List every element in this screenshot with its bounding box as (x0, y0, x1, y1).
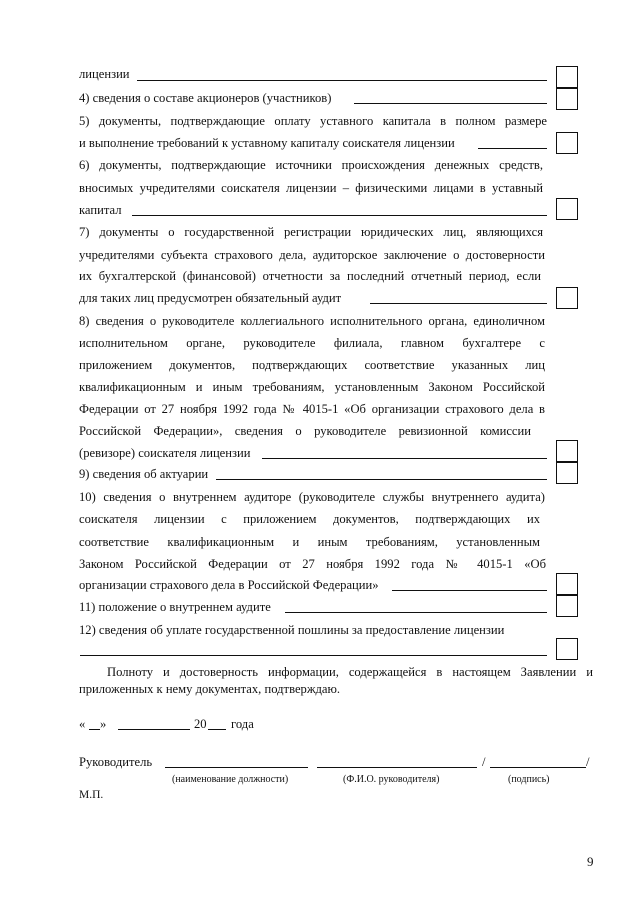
item-11-text: 11) положение о внутреннем аудите (79, 600, 271, 614)
date-open-quote: « (79, 717, 86, 731)
checkbox-item-5[interactable] (556, 132, 578, 154)
signature-label: Руководитель (79, 755, 153, 769)
seal-label: М.П. (79, 789, 104, 801)
item-8-line-5: Федерации от 27 ноября 1992 года № 4015-1 «Об организации страхового дела в (79, 402, 545, 416)
item-8-line-3: приложением документов, подтверждающих соответствие указанных лиц (79, 358, 545, 372)
item-3-tail: лицензии (79, 67, 130, 81)
item-5-line-2: и выполнение требований к уставному капиталу соискателя лицензии (79, 136, 455, 150)
item-6-line-2: вносимых учредителями соискателя лицензии – физическими лицами в уставный (79, 181, 543, 195)
item-5-field[interactable] (478, 148, 547, 149)
item-10-line-5: организации страхового дела в Российской Федерации» (79, 578, 379, 592)
item-9-field[interactable] (216, 479, 547, 480)
checkbox-item-8[interactable] (556, 440, 578, 462)
date-year-prefix: 20 (194, 717, 207, 731)
item-4-field[interactable] (354, 103, 547, 104)
caption-position: (наименование должности) (172, 774, 289, 785)
confirmation-line-1: Полноту и достоверность информации, содержащейся в настоящем Заявлении и (107, 665, 593, 679)
item-12-text: 12) сведения об уплате государственной пошлины за предоставление лицензии (79, 623, 505, 637)
item-5-line-1: 5) документы, подтверждающие оплату уставного капитала в полном размере (79, 114, 547, 128)
item-7-line-3: их бухгалтерской (финансовой) отчетности за последний отчетный период, если (79, 269, 541, 283)
item-7-line-4: для таких лиц предусмотрен обязательный аудит (79, 291, 342, 305)
checkbox-item-9[interactable] (556, 462, 578, 484)
item-7-line-2: учредителями субъекта страхового дела, аудиторское заключение о достоверности (79, 248, 545, 262)
confirmation-line-2: приложенных к нему документах, подтверждаю. (79, 682, 341, 696)
date-year-field[interactable] (208, 729, 226, 730)
item-11-field[interactable] (285, 612, 547, 613)
item-6-field[interactable] (132, 215, 547, 216)
checkbox-item-7[interactable] (556, 287, 578, 309)
checkbox-item-3[interactable] (556, 66, 578, 88)
date-close-quote: » (100, 717, 107, 731)
item-8-line-4: квалификационным и иным требованиям, установленным Законом Российской (79, 380, 545, 394)
item-8-line-2: исполнительном органе, руководителе филиала, главном бухгалтере с (79, 336, 545, 350)
signature-slash-left: / (482, 755, 486, 769)
signature-slash-right: / (586, 755, 590, 769)
date-day-field[interactable] (89, 729, 100, 730)
item-8-field[interactable] (262, 458, 547, 459)
item-12-field[interactable] (80, 655, 547, 656)
checkbox-item-12[interactable] (556, 638, 578, 660)
item-9-text: 9) сведения об актуарии (79, 467, 209, 481)
caption-signature: (подпись) (508, 774, 550, 785)
checkbox-item-4[interactable] (556, 88, 578, 110)
item-8-line-7: (ревизоре) соискателя лицензии (79, 446, 251, 460)
date-month-field[interactable] (118, 729, 190, 730)
item-8-line-1: 8) сведения о руководителе коллегиального исполнительного органа, единоличном (79, 314, 545, 328)
item-6-line-1: 6) документы, подтверждающие источники происхождения денежных средств, (79, 158, 543, 172)
item-10-field[interactable] (392, 590, 547, 591)
date-year-suffix: года (231, 717, 254, 731)
caption-name: (Ф.И.О. руководителя) (343, 774, 440, 785)
item-6-line-3: капитал (79, 203, 122, 217)
item-7-line-1: 7) документы о государственной регистрации юридических лиц, являющихся (79, 225, 543, 239)
item-10-line-4: Законом Российской Федерации от 27 ноября 1992 года № 4015-1 «Об (79, 557, 546, 571)
item-3-field[interactable] (137, 80, 547, 81)
checkbox-item-11[interactable] (556, 595, 578, 617)
item-10-line-2: соискателя лицензии с приложением документов, подтверждающих их (79, 512, 540, 526)
item-10-line-3: соответствие квалификационным и иным требованиям, установленным (79, 535, 540, 549)
item-4-text: 4) сведения о составе акционеров (участников) (79, 91, 332, 105)
page-number: 9 (587, 854, 594, 869)
position-field[interactable] (165, 767, 308, 768)
signature-field[interactable] (490, 767, 586, 768)
item-7-field[interactable] (370, 303, 547, 304)
item-8-line-6: Российской Федерации», сведения о руководителе ревизионной комиссии (79, 424, 531, 438)
item-10-line-1: 10) сведения о внутреннем аудиторе (руководителе службы внутреннего аудита) (79, 490, 545, 504)
checkbox-item-10[interactable] (556, 573, 578, 595)
name-field[interactable] (317, 767, 477, 768)
checkbox-item-6[interactable] (556, 198, 578, 220)
